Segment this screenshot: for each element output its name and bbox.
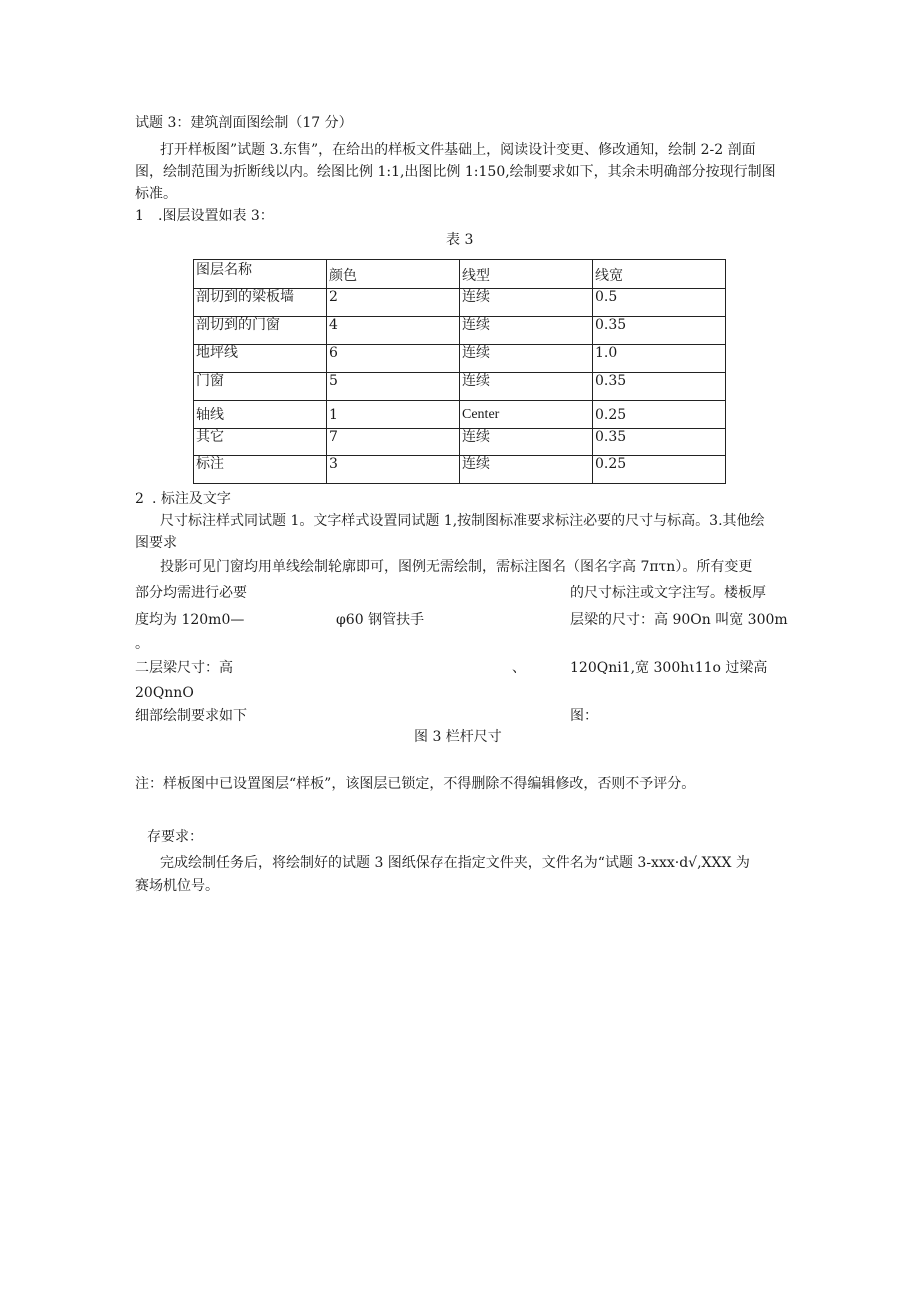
section-2-line-7-mid: 、 [512, 660, 526, 676]
section-2-line-2: 图要求 [135, 535, 177, 551]
table-header-row [194, 260, 726, 289]
section-2-line-8: 20QnnO [135, 685, 194, 701]
section-2-line-7-right: 120Qni1,宽 300hι11o 过梁高 [570, 660, 768, 676]
cell-linetype: 连续 [460, 373, 593, 401]
table-caption: 表 3 [446, 232, 474, 248]
header-linetype: 线型 [460, 260, 593, 289]
table-row [194, 401, 726, 429]
intro-line-3: 标准。 [135, 186, 177, 202]
intro-line-1: 打开样板图”试题 3.东售”，在给出的样板文件基础上，阅读设计变更、修改通知，绘制 2-2 剖面 [160, 142, 756, 158]
table-row [194, 456, 726, 484]
cell-lineweight: 1.0 [593, 345, 726, 373]
figure-caption: 图 3 栏杆尺寸 [414, 729, 502, 745]
section-2-line-5-right: 层梁的尺寸：高 90On 叫宽 300m [570, 612, 788, 628]
header-lineweight: 线宽 [593, 260, 726, 289]
cell-linetype: 连续 [460, 289, 593, 317]
section-2-line-1: 尺寸标注样式同试题 1。文字样式设置同试题 1,按制图标准要求标注必要的尺寸与标高。3.其他绘 [160, 513, 765, 529]
section-2-line-5-left: 度均为 120m0— [135, 612, 245, 628]
section-2-line-9-left: 细部绘制要求如下 [135, 708, 247, 724]
cell-color: 2 [327, 289, 460, 317]
table-row [194, 345, 726, 373]
cell-layer-name: 其它 [194, 429, 327, 456]
section-2-line-4-left: 部分均需进行必要 [135, 585, 247, 601]
cell-linetype: Center [460, 401, 593, 429]
layer-settings-table [193, 259, 726, 484]
cell-linetype: 连续 [460, 456, 593, 484]
section-2-line-9-right: 图： [570, 708, 598, 724]
header-layer-name: 图层名称 [194, 260, 327, 289]
cell-color: 3 [327, 456, 460, 484]
save-line-1: 完成绘制任务后，将绘制好的试题 3 图纸保存在指定文件夹，文件名为“试题 3-xxx·d√,XXX 为 [160, 855, 750, 871]
question-title: 试题 3：建筑剖面图绘制（17 分） [135, 115, 353, 131]
cell-lineweight: 0.35 [593, 429, 726, 456]
cell-layer-name: 剖切到的梁板墙 [194, 289, 327, 317]
section-2-number: 2 [135, 491, 144, 507]
section-2-line-3: 投影可见门窗均用单线绘制轮廓即可，图例无需绘制，需标注图名（图名字高 7πτn）。所有变更 [160, 559, 753, 575]
cell-color: 6 [327, 345, 460, 373]
section-1-label: .图层设置如表 3： [158, 208, 274, 224]
cell-color: 4 [327, 317, 460, 345]
cell-color: 1 [327, 401, 460, 429]
cell-lineweight: 0.35 [593, 373, 726, 401]
save-line-2: 赛场机位号。 [135, 878, 219, 894]
cell-color: 5 [327, 373, 460, 401]
table-row [194, 373, 726, 401]
section-2-label: . 标注及文字 [152, 491, 231, 507]
cell-linetype: 连续 [460, 429, 593, 456]
cell-linetype: 连续 [460, 317, 593, 345]
cell-linetype: 连续 [460, 345, 593, 373]
header-color: 颜色 [327, 260, 460, 289]
note-text: 注：样板图中已设置图层“样板”，该图层已锁定，不得删除不得编辑修改，否则不予评分。 [135, 776, 696, 792]
intro-line-2: 图，绘制范围为折断线以内。绘图比例 1:1,出图比例 1:150,绘制要求如下，其余未明确部分按现行制图 [135, 164, 776, 180]
cell-lineweight: 0.25 [593, 401, 726, 429]
section-2-line-7-left: 二层梁尺寸：高 [135, 660, 233, 676]
cell-lineweight: 0.5 [593, 289, 726, 317]
section-2-line-5-mid: φ60 钢管扶手 [336, 612, 425, 628]
cell-layer-name: 剖切到的门窗 [194, 317, 327, 345]
save-heading: 存要求： [147, 829, 203, 845]
cell-layer-name: 门窗 [194, 373, 327, 401]
table-row [194, 317, 726, 345]
section-1-number: 1 [135, 208, 144, 224]
cell-lineweight: 0.35 [593, 317, 726, 345]
cell-layer-name: 标注 [194, 456, 327, 484]
table-row [194, 289, 726, 317]
cell-color: 7 [327, 429, 460, 456]
section-2-line-4-right: 的尺寸标注或文字注写。楼板厚 [570, 585, 766, 601]
cell-layer-name: 地坪线 [194, 345, 327, 373]
cell-layer-name: 轴线 [194, 401, 327, 429]
cell-lineweight: 0.25 [593, 456, 726, 484]
table-row [194, 429, 726, 456]
section-2-line-6: 。 [135, 636, 149, 652]
